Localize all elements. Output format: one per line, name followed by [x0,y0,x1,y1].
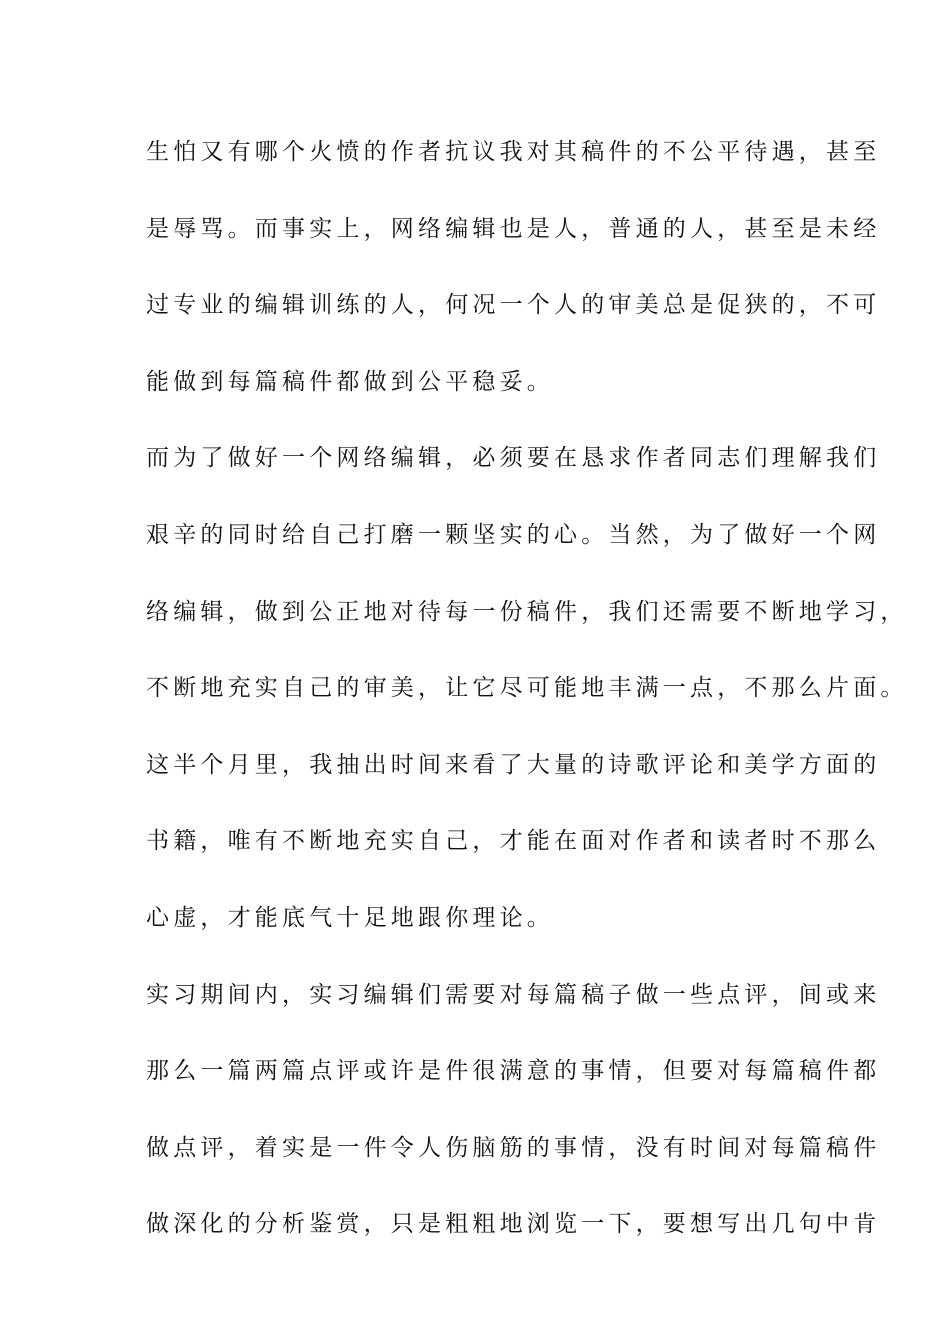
text-line: 络编辑，做到公正地对待每一份稿件，我们还需要不断地学习， [146,598,908,625]
text-line: 实习期间内，实习编辑们需要对每篇稿子做一些点评，间或来 [146,981,881,1008]
text-line: 不断地充实自己的审美，让它尽可能地丰满一点，不那么片面。 [146,675,908,702]
body-text [146,132,908,1281]
text-line: 能做到每篇稿件都做到公平稳妥。 [146,368,554,395]
text-line: 生怕又有哪个火愤的作者抗议我对其稿件的不公平待遇，甚至 [146,139,881,165]
text-line: 过专业的编辑训练的人，何况一个人的审美总是促狭的，不可 [146,292,881,319]
text-line: 艰辛的同时给自己打磨一颗坚实的心。当然，为了做好一个网 [146,521,881,548]
text-line: 这半个月里，我抽出时间来看了大量的诗歌评论和美学方面的 [146,751,881,778]
text-line: 做点评，着实是一件令人伤脑筋的事情，没有时间对每篇稿件 [146,1134,881,1161]
text-line: 是辱骂。而事实上，网络编辑也是人，普通的人，甚至是未经 [146,215,881,242]
text-line: 心虚，才能底气十足地跟你理论。 [146,904,554,931]
text-line: 那么一篇两篇点评或许是件很满意的事情，但要对每篇稿件都 [146,1058,881,1085]
text-line: 而为了做好一个网络编辑，必须要在恳求作者同志们理解我们 [146,445,881,472]
text-line: 书籍，唯有不断地充实自己，才能在面对作者和读者时不那么 [146,828,881,855]
text-line: 做深化的分析鉴赏，只是粗粗地浏览一下，要想写出几句中肯 [146,1211,881,1238]
